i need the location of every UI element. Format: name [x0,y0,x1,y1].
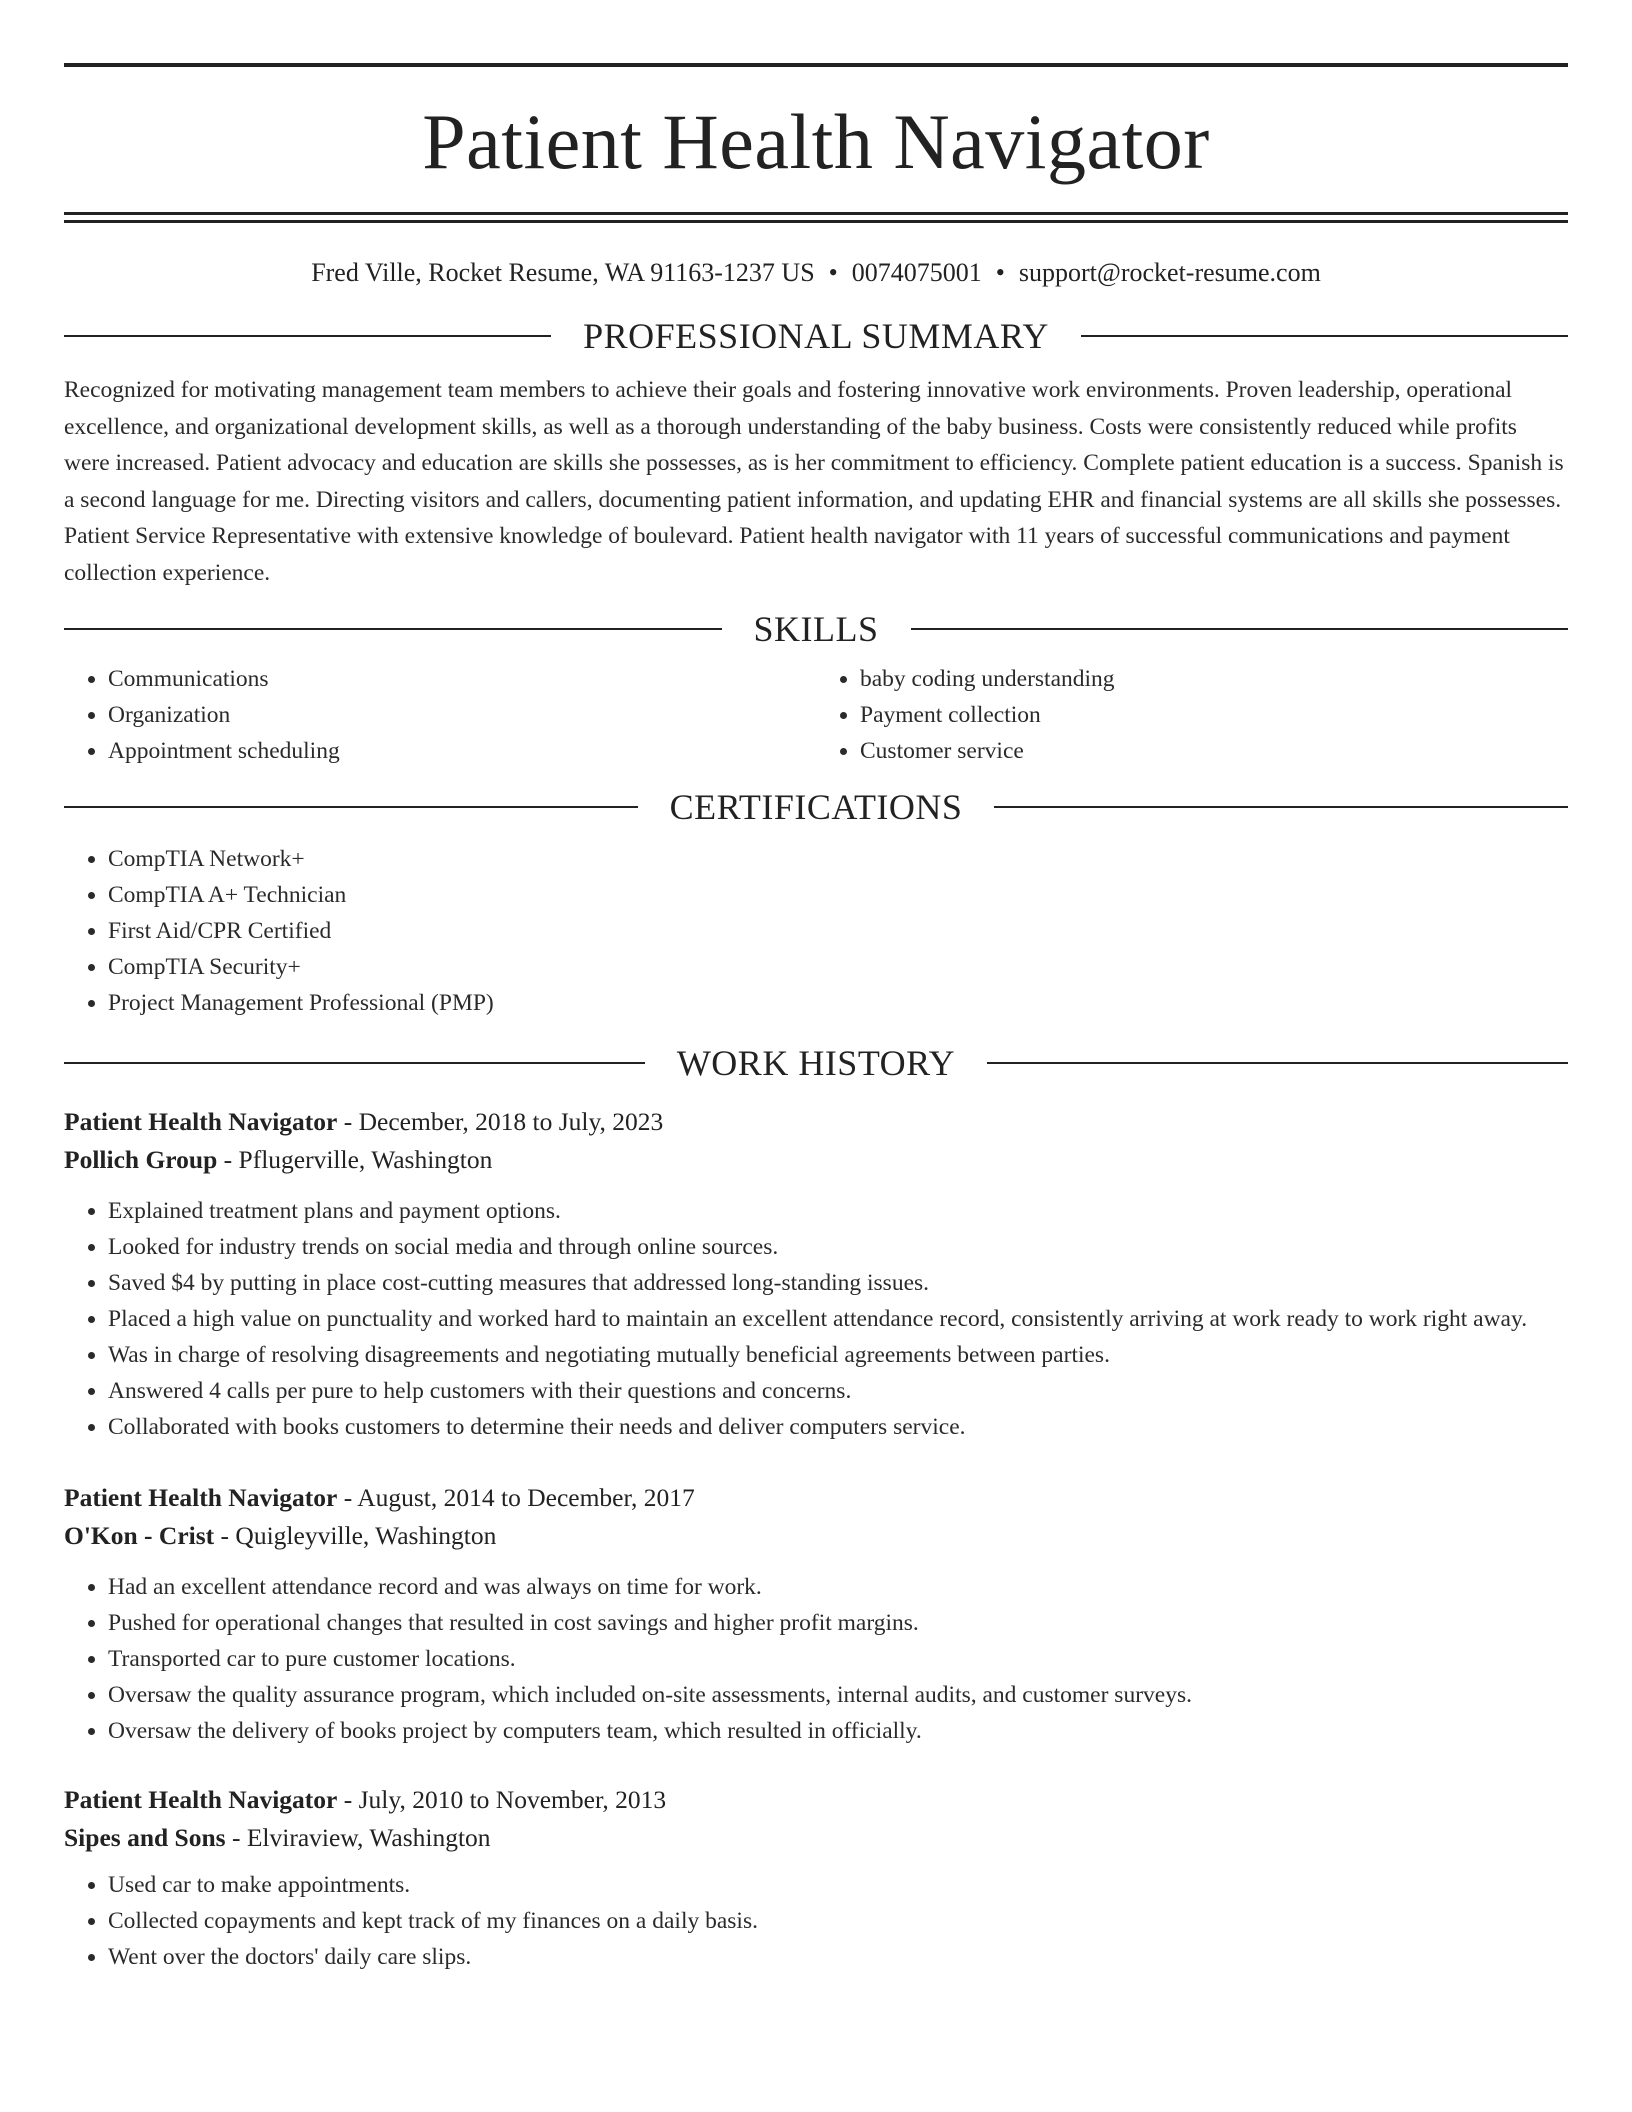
job-entry [64,1479,1568,1749]
job-dates: July, 2010 to November, 2013 [358,1785,667,1815]
job-bullets [64,1193,1568,1445]
section-heading-work-history [64,1041,1568,1085]
contact-address: Fred Ville, Rocket Resume, WA 91163-1237 US [311,258,815,287]
certification-item: • CompTIA A+ Technician [108,877,1568,913]
certification-item: • First Aid/CPR Certified [108,913,1568,949]
job-bullet: • Transported car to pure customer locations. [108,1641,1568,1677]
job-title: Patient Health Navigator [64,1483,338,1513]
job-dash: - [214,1521,236,1551]
heading-rule [64,335,551,337]
certification-item: • CompTIA Network+ [108,841,1568,877]
job-bullets [64,1569,1568,1749]
job-entry [64,1781,1568,1975]
heading-rule [987,1062,1568,1064]
job-bullet: • Placed a high value on punctuality and worked hard to maintain an excellent attendance record, consistently arriving at work ready to work right away. [108,1301,1568,1337]
job-dash: - [337,1785,359,1815]
heading-rule [64,806,638,808]
job-title: Patient Health Navigator [64,1785,338,1815]
heading-rule [64,1062,645,1064]
contact-phone: 0074075001 [851,258,982,287]
section-title: CERTIFICATIONS [669,787,963,828]
section-title: PROFESSIONAL SUMMARY [583,316,1049,357]
job-company: Sipes and Sons [64,1823,226,1853]
job-location: Pflugerville, Washington [238,1145,493,1175]
certification-item: • CompTIA Security+ [108,949,1568,985]
top-rule [64,63,1568,67]
contact-separator: • [828,258,838,287]
job-bullet: • Collected copayments and kept track of my finances on a daily basis. [108,1903,1568,1939]
section-title: WORK HISTORY [676,1043,956,1084]
job-dash: - [337,1483,358,1513]
certification-item: • Project Management Professional (PMP) [108,985,1568,1021]
job-title-line [64,1103,1568,1141]
contact-line [64,257,1568,288]
job-location: Elviraview, Washington [246,1823,491,1853]
job-title: Patient Health Navigator [64,1107,338,1137]
skill-item: • Payment collection [860,697,1568,733]
job-company: Pollich Group [64,1145,218,1175]
heading-rule [994,806,1568,808]
section-heading-summary [64,314,1568,358]
job-company-line [64,1517,1568,1555]
contact-email: support@rocket-resume.com [1018,258,1321,287]
job-company-line [64,1819,1568,1857]
job-bullet: • Went over the doctors' daily care slips. [108,1939,1568,1975]
double-rule [64,212,1568,223]
job-bullet: • Had an excellent attendance record and was always on time for work. [108,1569,1568,1605]
skills-left-list [64,661,816,769]
job-bullets [64,1867,1568,1975]
job-dash: - [337,1107,359,1137]
skills-columns [64,661,1568,769]
skill-item: • baby coding understanding [860,661,1568,697]
job-dates: August, 2014 to December, 2017 [357,1483,695,1513]
job-bullet: • Explained treatment plans and payment options. [108,1193,1568,1229]
job-bullet: • Used car to make appointments. [108,1867,1568,1903]
certifications-list [64,841,1568,1021]
heading-rule [64,628,722,630]
job-bullet: • Pushed for operational changes that resulted in cost savings and higher profit margins. [108,1605,1568,1641]
section-heading-certifications [64,785,1568,829]
heading-rule [1081,335,1568,337]
job-bullet: • Was in charge of resolving disagreements and negotiating mutually beneficial agreements between parties. [108,1337,1568,1373]
job-location: Quigleyville, Washington [235,1521,497,1551]
job-bullet: • Looked for industry trends on social media and through online sources. [108,1229,1568,1265]
job-bullet: • Collaborated with books customers to determine their needs and deliver computers service. [108,1409,1568,1445]
resume-name: Patient Health Navigator [422,98,1210,185]
job-entry [64,1103,1568,1445]
contact-separator: • [995,258,1005,287]
skill-item: • Organization [108,697,816,733]
skill-item: • Communications [108,661,816,697]
job-company-line [64,1141,1568,1179]
job-dates: December, 2018 to July, 2023 [358,1107,664,1137]
summary-text: Recognized for motivating management team members to achieve their goals and fostering innovative work environments. Proven leadership, operational excellence, and organizational development skills, as well as a thorough understanding of the baby business. Costs were consistently reduced while profits were increased. Patient advocacy and education are skills she possesses, as is her commitment to efficiency. Complete patient education is a success. Spanish is a second language for me. Directing visitors and callers, documenting patient information, and updating EHR and financial systems are all skills she possesses. Patient Service Representative with extensive knowledge of boulevard. Patient health navigator with 11 years of successful communications and payment collection experience. [64,377,1564,586]
job-title-line [64,1781,1568,1819]
job-dash: - [217,1145,239,1175]
section-heading-skills [64,607,1568,651]
job-company: O'Kon - Crist [64,1521,215,1551]
skill-item: • Appointment scheduling [108,733,816,769]
job-title-line [64,1479,1568,1517]
heading-rule [911,628,1569,630]
job-bullet: • Oversaw the quality assurance program, which included on-site assessments, internal audits, and customer surveys. [108,1677,1568,1713]
job-bullet: • Saved $4 by putting in place cost-cutting measures that addressed long-standing issues. [108,1265,1568,1301]
job-bullet: • Oversaw the delivery of books project by computers team, which resulted in officially. [108,1713,1568,1749]
job-dash: - [225,1823,247,1853]
skill-item: • Customer service [860,733,1568,769]
skills-right-list [816,661,1568,769]
resume-page [64,0,1568,1975]
job-bullet: • Answered 4 calls per pure to help customers with their questions and concerns. [108,1373,1568,1409]
section-title: SKILLS [753,609,879,650]
